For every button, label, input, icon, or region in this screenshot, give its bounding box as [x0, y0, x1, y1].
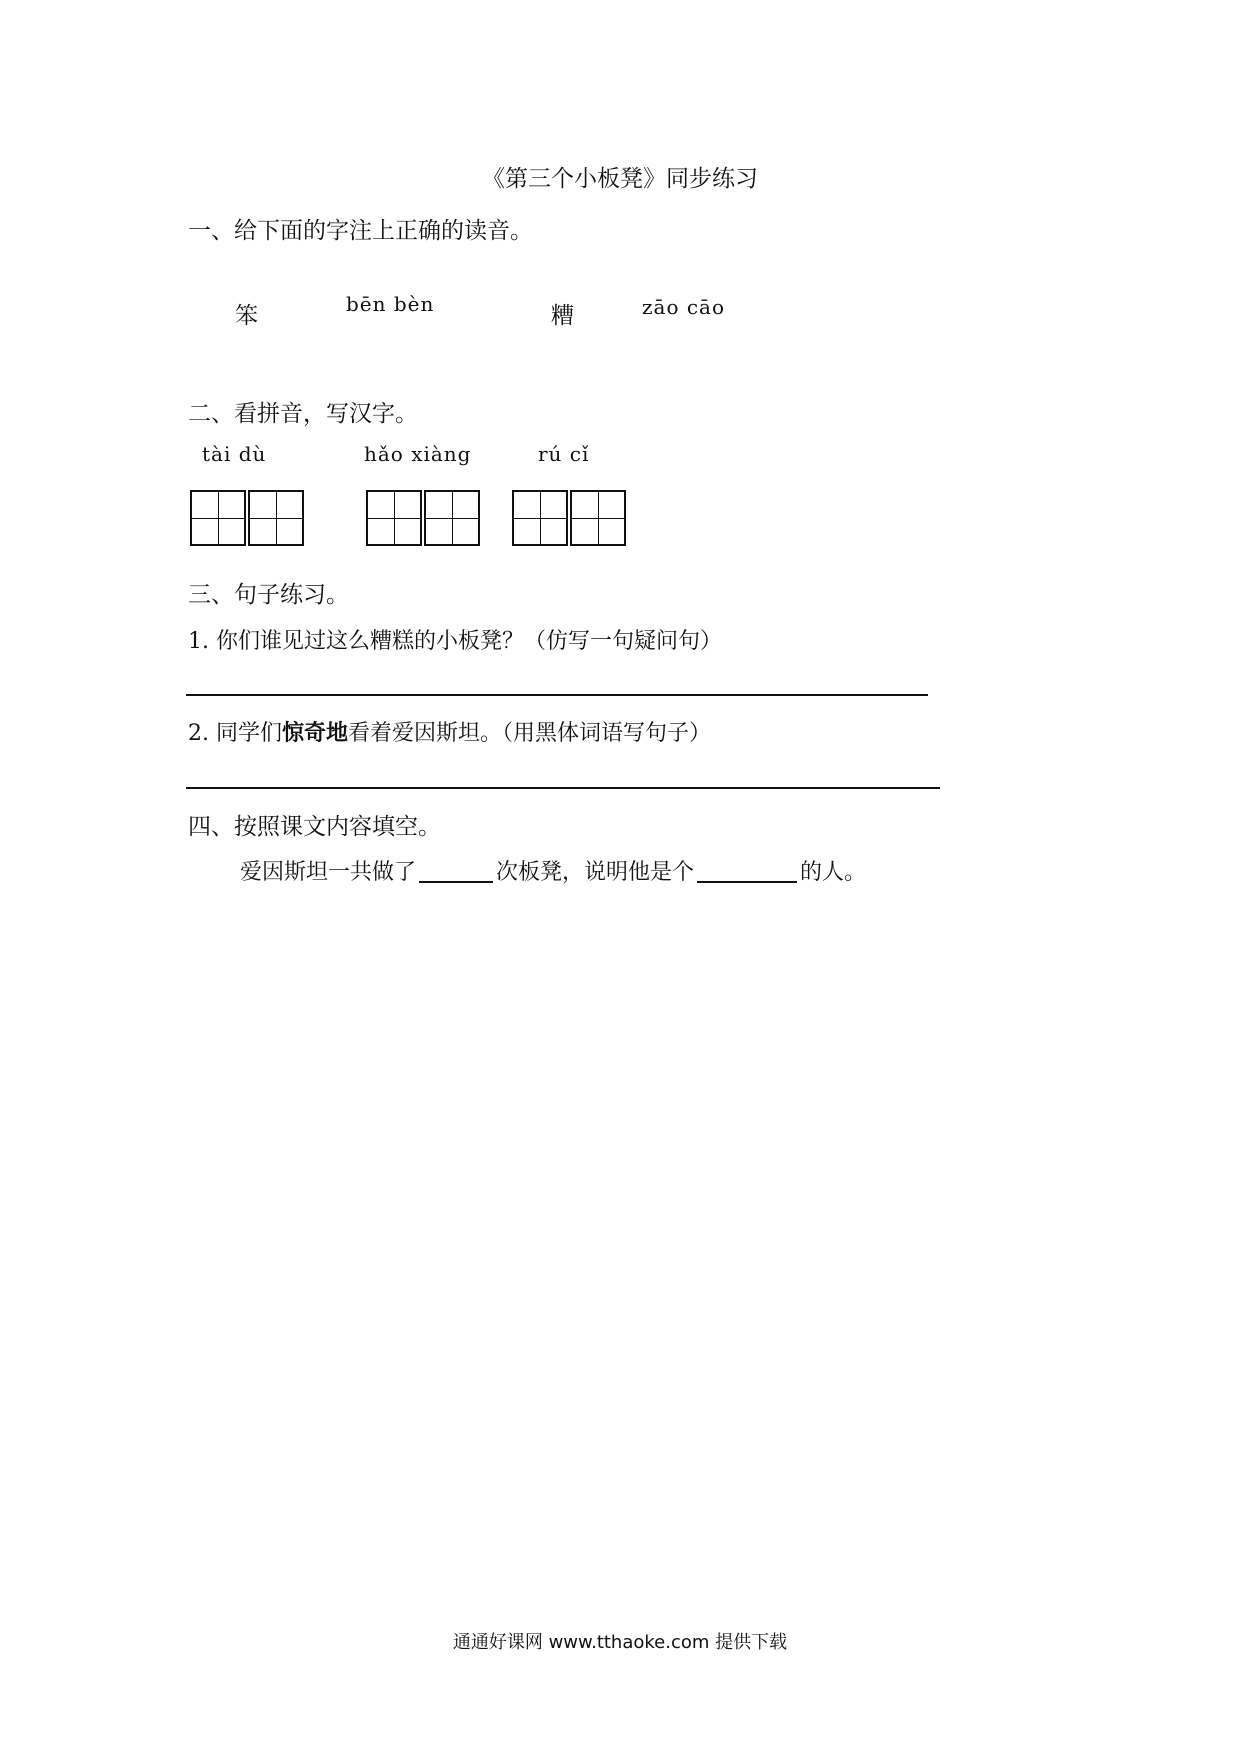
answer-line-1[interactable]	[186, 694, 928, 696]
section1-pinyin-options-1: bēn bèn	[346, 292, 435, 316]
question-1: 1. 你们谁见过这么糟糕的小板凳？（仿写一句疑问句）	[188, 629, 722, 654]
section2-pinyin-2: hǎo xiàng	[364, 442, 472, 466]
section4-heading: 四、按照课文内容填空。	[188, 814, 441, 840]
section1-char-1: 笨	[235, 303, 258, 329]
fill-in-part-3: 的人。	[800, 860, 867, 885]
writing-cell[interactable]	[366, 490, 422, 546]
writing-grid-1[interactable]	[190, 490, 306, 547]
section1-heading: 一、给下面的字注上正确的读音。	[188, 218, 533, 244]
question-2	[188, 716, 711, 747]
writing-grid-3[interactable]	[512, 490, 628, 547]
section2-heading: 二、看拼音，写汉字。	[188, 401, 418, 427]
question-2-bold-word: 惊奇地	[281, 720, 348, 746]
writing-cell[interactable]	[248, 490, 304, 546]
fill-in-sentence	[240, 855, 866, 886]
page-title: 《第三个小板凳》同步练习	[482, 166, 758, 192]
question-2-prefix: 2. 同学们	[188, 721, 282, 746]
footer-credit: 通通好课网 www.tthaoke.com 提供下载	[452, 1632, 788, 1653]
answer-line-2[interactable]	[186, 787, 940, 789]
fill-blank-2[interactable]	[697, 857, 797, 883]
fill-in-part-2: 次板凳，说明他是个	[496, 860, 695, 885]
section3-heading: 三、句子练习。	[188, 582, 349, 608]
section2-pinyin-3: rú cǐ	[538, 442, 590, 466]
writing-cell[interactable]	[570, 490, 626, 546]
question-2-suffix: 看着爱因斯坦。（用黑体词语写句子）	[348, 721, 712, 746]
writing-cell[interactable]	[424, 490, 480, 546]
fill-blank-1[interactable]	[419, 857, 493, 883]
fill-in-part-1: 爱因斯坦一共做了	[240, 860, 417, 885]
section1-pinyin-options-2: zāo cāo	[642, 295, 726, 319]
section2-pinyin-1: tài dù	[202, 442, 267, 466]
writing-cell[interactable]	[512, 490, 568, 546]
section1-char-2: 糟	[551, 303, 574, 329]
writing-cell[interactable]	[190, 490, 246, 546]
writing-grid-2[interactable]	[366, 490, 482, 547]
